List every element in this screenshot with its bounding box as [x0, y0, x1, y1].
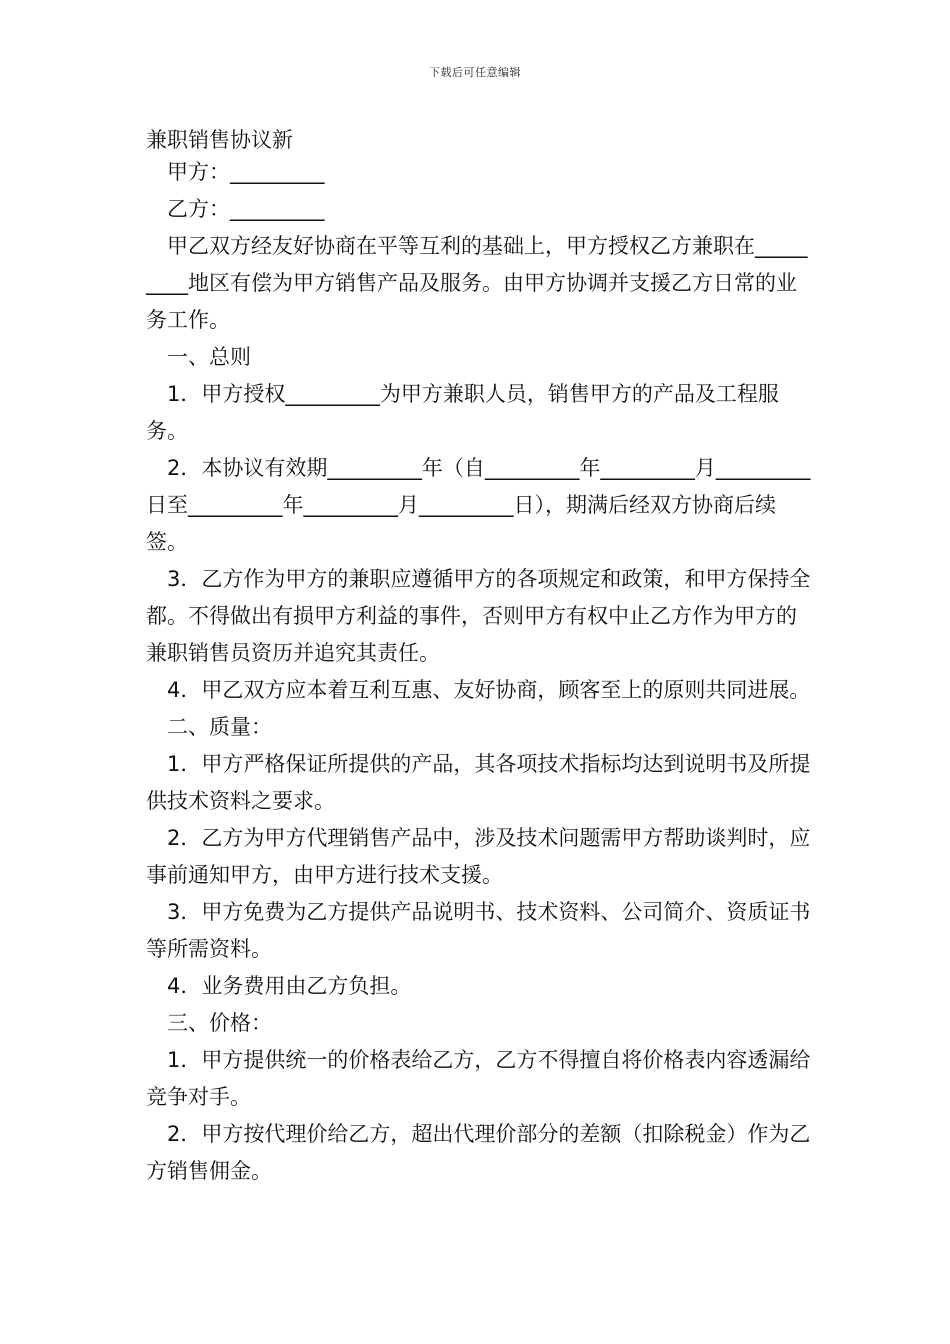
document-title: 兼职销售协议新: [146, 128, 293, 152]
section-heading-quality: 二、质量：: [167, 715, 272, 739]
general-clause-1: 1．甲方授权_________为甲方兼职人员，销售甲方的产品及工程服务。: [146, 382, 779, 443]
section-heading-general: 一、总则: [167, 345, 251, 369]
quality-clause-4: 4．业务费用由乙方负担。: [167, 974, 412, 998]
section-heading-price: 三、价格：: [167, 1011, 272, 1035]
party-b-line: 乙方：_________: [167, 197, 325, 221]
quality-clause-3: 3．甲方免费为乙方提供产品说明书、技术资料、公司简介、资质证书等所需资料。: [146, 900, 811, 961]
preamble-paragraph: 甲乙双方经友好协商在平等互利的基础上，甲方授权乙方兼职在_________地区有偿为甲方销售产品及服务。由甲方协调并支援乙方日常的业务工作。: [146, 234, 808, 332]
general-clause-4: 4．甲乙双方应本着互利互惠、友好协商，顾客至上的原则共同进展。: [167, 678, 811, 702]
price-clause-2: 2．甲方按代理价给乙方，超出代理价部分的差额（扣除税金）作为乙方销售佣金。: [146, 1122, 811, 1183]
page-header: 下载后可任意编辑: [429, 66, 521, 79]
quality-clause-2: 2．乙方为甲方代理销售产品中，涉及技术问题需甲方帮助谈判时，应事前通知甲方，由甲方进行技术支援。: [146, 826, 811, 887]
general-clause-3: 3．乙方作为甲方的兼职应遵循甲方的各项规定和政策，和甲方保持全都。不得做出有损甲方利益的事件，否则甲方有权中止乙方作为甲方的兼职销售员资历并追究其责任。: [146, 567, 811, 665]
party-a-line: 甲方：_________: [167, 160, 325, 184]
quality-clause-1: 1．甲方严格保证所提供的产品，其各项技术指标均达到说明书及所提供技术资料之要求。: [146, 752, 811, 813]
general-clause-2: 2．本协议有效期_________年（自_________年_________月_________日至_________年_________月_________日），期满后经双方协商后续签。: [146, 456, 811, 554]
document-body: [146, 154, 812, 1190]
price-clause-1: 1．甲方提供统一的价格表给乙方，乙方不得擅自将价格表内容透漏给竞争对手。: [146, 1048, 811, 1109]
